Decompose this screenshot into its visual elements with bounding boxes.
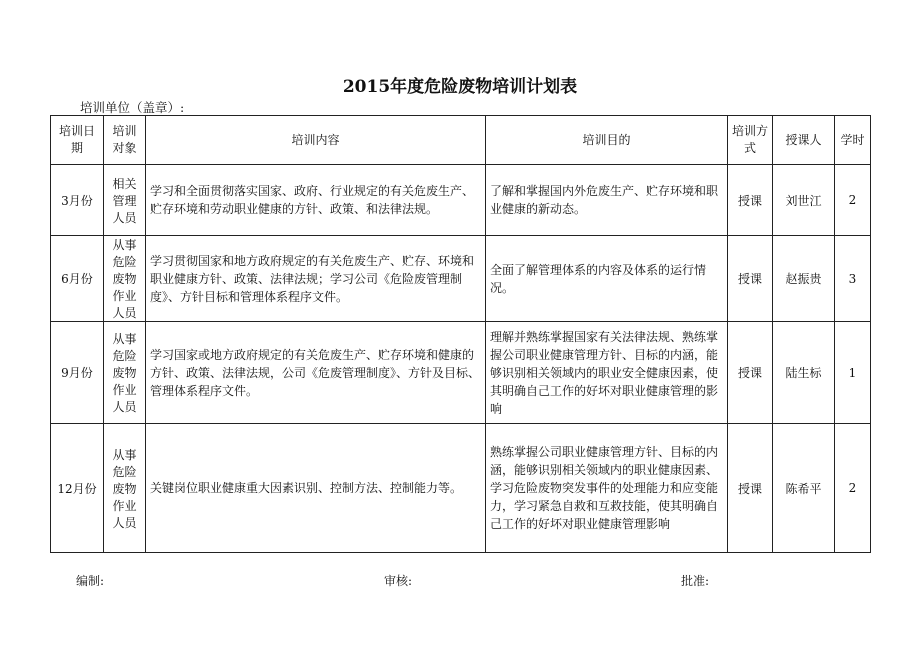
document-title: 2015年度危险废物培训计划表 <box>342 77 578 97</box>
cell-target: 相关管理人员 <box>104 165 146 236</box>
cell-lecturer: 陆生标 <box>773 322 835 424</box>
cell-purpose: 全面了解管理体系的内容及体系的运行情况。 <box>486 236 728 322</box>
cell-content: 学习国家或地方政府规定的有关危废生产、贮存环境和健康的方针、政策、法律法规，公司《危废管理制度》、方针及目标、管理体系程序文件。 <box>146 322 486 424</box>
cell-target: 从事危险废物作业人员 <box>104 424 146 553</box>
header-target: 培训对象 <box>104 116 146 165</box>
table-row <box>51 322 871 424</box>
cell-date: 12月份 <box>51 424 104 553</box>
cell-hours: 3 <box>835 236 871 322</box>
cell-purpose: 理解并熟练掌握国家有关法律法规、熟练掌握公司职业健康管理方针、目标的内涵，能够识别相关领域内的职业安全健康因素，使其明确自己工作的好坏对职业健康管理的影响 <box>486 322 728 424</box>
header-method: 培训方式 <box>728 116 773 165</box>
cell-lecturer: 陈希平 <box>773 424 835 553</box>
header-date: 培训日期 <box>51 116 104 165</box>
cell-lecturer: 刘世江 <box>773 165 835 236</box>
cell-content: 关键岗位职业健康重大因素识别、控制方法、控制能力等。 <box>146 424 486 553</box>
header-content: 培训内容 <box>146 116 486 165</box>
approved-by-label: 批准: <box>681 574 710 588</box>
cell-method: 授课 <box>728 236 773 322</box>
cell-date: 3月份 <box>51 165 104 236</box>
table-row <box>51 236 871 322</box>
header-lecturer: 授课人 <box>773 116 835 165</box>
table-header-row <box>51 116 871 165</box>
table-row <box>51 165 871 236</box>
cell-purpose: 熟练掌握公司职业健康管理方针、目标的内涵，能够识别相关领域内的职业健康因素、学习危险废物突发事件的处理能力和应变能力，学习紧急自救和互救技能，使其明确自己工作的好坏对职业健康管理影响 <box>486 424 728 553</box>
cell-content: 学习贯彻国家和地方政府规定的有关危废生产、贮存、环境和职业健康方针、政策、法律法规；学习公司《危险废管理制度》、方针目标和管理体系程序文件。 <box>146 236 486 322</box>
cell-content: 学习和全面贯彻落实国家、政府、行业规定的有关危废生产、贮存环境和劳动职业健康的方针、政策、和法律法规。 <box>146 165 486 236</box>
cell-date: 6月份 <box>51 236 104 322</box>
cell-hours: 2 <box>835 165 871 236</box>
header-purpose: 培训目的 <box>486 116 728 165</box>
header-hours: 学时 <box>835 116 871 165</box>
cell-method: 授课 <box>728 165 773 236</box>
reviewed-by-label: 审核: <box>384 574 413 588</box>
table-row <box>51 424 871 553</box>
cell-lecturer: 赵振贵 <box>773 236 835 322</box>
cell-date: 9月份 <box>51 322 104 424</box>
prepared-by-label: 编制: <box>76 574 105 588</box>
training-unit-label: 培训单位（盖章）: <box>80 100 185 115</box>
cell-method: 授课 <box>728 424 773 553</box>
cell-hours: 2 <box>835 424 871 553</box>
cell-purpose: 了解和掌握国内外危废生产、贮存环境和职业健康的新动态。 <box>486 165 728 236</box>
cell-method: 授课 <box>728 322 773 424</box>
cell-target: 从事危险废物作业人员 <box>104 322 146 424</box>
cell-target: 从事危险废物作业人员 <box>104 236 146 322</box>
training-plan-table <box>50 115 871 553</box>
cell-hours: 1 <box>835 322 871 424</box>
